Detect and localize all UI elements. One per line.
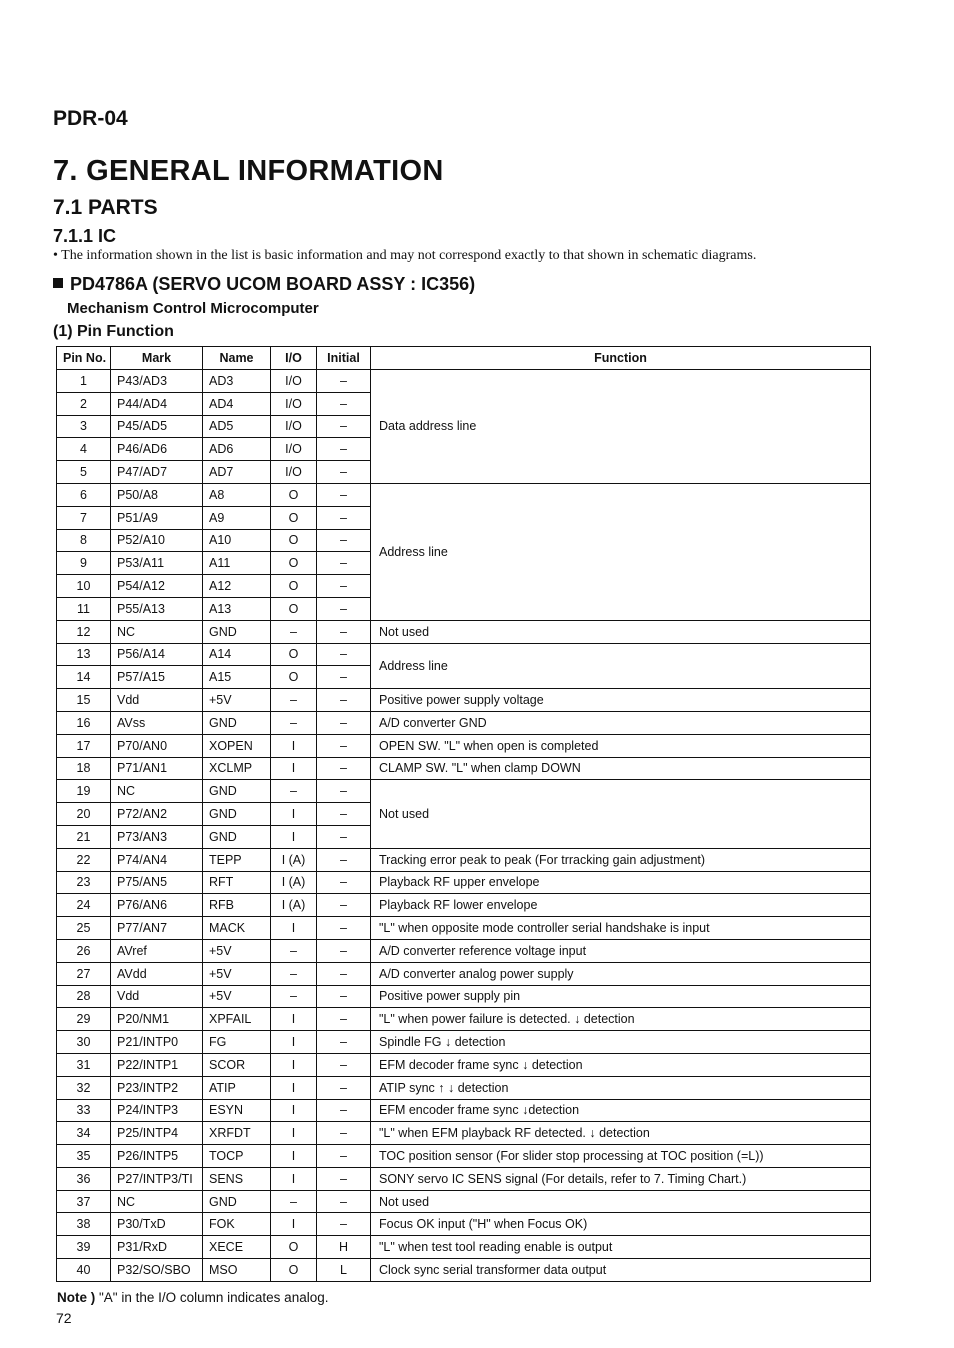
cell-pin-no: 31 [57,1053,111,1076]
cell-initial: – [317,803,371,826]
cell-mark: P74/AN4 [111,848,203,871]
header-name: Name [203,347,271,370]
cell-function: Not used [371,1190,871,1213]
cell-pin-no: 14 [57,666,111,689]
table-row [57,1190,871,1213]
cell-function: Focus OK input ("H" when Focus OK) [371,1213,871,1236]
cell-io: O [271,643,317,666]
cell-io: I [271,1167,317,1190]
cell-function: TOC position sensor (For slider stop processing at TOC position (=L)) [371,1145,871,1168]
cell-initial: – [317,1076,371,1099]
cell-pin-no: 29 [57,1008,111,1031]
header-io: I/O [271,347,317,370]
intro-note: • The information shown in the list is basic information and may not correspond exactly to that shown in schematic diagrams. [53,248,757,263]
cell-pin-no: 4 [57,438,111,461]
square-bullet-icon [53,278,63,288]
cell-mark: P45/AD5 [111,415,203,438]
cell-mark: P76/AN6 [111,894,203,917]
cell-function: CLAMP SW. "L" when clamp DOWN [371,757,871,780]
table-row [57,734,871,757]
cell-initial: – [317,415,371,438]
cell-name: TEPP [203,848,271,871]
cell-mark: P24/INTP3 [111,1099,203,1122]
cell-io: I/O [271,438,317,461]
cell-mark: AVss [111,711,203,734]
cell-pin-no: 12 [57,620,111,643]
table-header-row [57,347,871,370]
cell-pin-no: 8 [57,529,111,552]
cell-name: XRFDT [203,1122,271,1145]
cell-pin-no: 3 [57,415,111,438]
cell-function: Playback RF lower envelope [371,894,871,917]
cell-mark: Vdd [111,985,203,1008]
cell-function: Data address line [371,370,871,484]
cell-name: GND [203,711,271,734]
cell-initial: – [317,461,371,484]
cell-initial: – [317,1167,371,1190]
cell-pin-no: 17 [57,734,111,757]
cell-initial: – [317,1053,371,1076]
cell-name: A8 [203,483,271,506]
cell-function: A/D converter analog power supply [371,962,871,985]
table-row [57,780,871,803]
cell-name: SENS [203,1167,271,1190]
cell-name: RFT [203,871,271,894]
table-row [57,1122,871,1145]
table-row [57,711,871,734]
table-row [57,1076,871,1099]
cell-io: O [271,506,317,529]
cell-function: EFM encoder frame sync ↓detection [371,1099,871,1122]
table-body [57,370,871,1282]
table-row [57,1053,871,1076]
cell-io: I [271,1053,317,1076]
cell-mark: P73/AN3 [111,825,203,848]
cell-name: RFB [203,894,271,917]
table-row [57,1031,871,1054]
cell-initial: – [317,780,371,803]
cell-function: ATIP sync ↑ ↓ detection [371,1076,871,1099]
model-header: PDR-04 [53,107,128,130]
cell-initial: – [317,620,371,643]
cell-pin-no: 13 [57,643,111,666]
table-row [57,1099,871,1122]
cell-name: A9 [203,506,271,529]
cell-name: FOK [203,1213,271,1236]
table-row [57,985,871,1008]
footnote-text: "A" in the I/O column indicates analog. [99,1290,329,1305]
cell-mark: P47/AD7 [111,461,203,484]
section-title: 7. GENERAL INFORMATION [53,155,444,187]
cell-pin-no: 26 [57,939,111,962]
cell-initial: – [317,1122,371,1145]
cell-mark: P75/AN5 [111,871,203,894]
cell-mark: P72/AN2 [111,803,203,826]
table-row [57,1236,871,1259]
cell-function: Not used [371,780,871,848]
cell-mark: P25/INTP4 [111,1122,203,1145]
cell-function: "L" when power failure is detected. ↓ detection [371,1008,871,1031]
cell-io: I [271,1213,317,1236]
table-row [57,939,871,962]
cell-mark: NC [111,780,203,803]
cell-mark: P53/A11 [111,552,203,575]
cell-initial: – [317,689,371,712]
cell-initial: – [317,438,371,461]
cell-pin-no: 1 [57,370,111,393]
cell-name: A10 [203,529,271,552]
cell-pin-no: 11 [57,597,111,620]
cell-name: +5V [203,985,271,1008]
cell-mark: P70/AN0 [111,734,203,757]
cell-name: SCOR [203,1053,271,1076]
part-subtitle: Mechanism Control Microcomputer [67,300,319,317]
cell-function: SONY servo IC SENS signal (For details, refer to 7. Timing Chart.) [371,1167,871,1190]
cell-initial: – [317,825,371,848]
cell-pin-no: 40 [57,1259,111,1282]
header-initial: Initial [317,347,371,370]
cell-io: O [271,1259,317,1282]
cell-mark: P20/NM1 [111,1008,203,1031]
cell-initial: – [317,529,371,552]
table-row [57,689,871,712]
part-title [53,274,475,295]
cell-name: +5V [203,689,271,712]
header-pin-no: Pin No. [57,347,111,370]
table-row [57,871,871,894]
table-row [57,1213,871,1236]
cell-io: I/O [271,370,317,393]
cell-mark: Vdd [111,689,203,712]
table-row [57,894,871,917]
cell-function: "L" when opposite mode controller serial handshake is input [371,917,871,940]
cell-initial: – [317,1145,371,1168]
cell-io: I (A) [271,848,317,871]
cell-name: A11 [203,552,271,575]
cell-io: I [271,803,317,826]
cell-initial: – [317,1213,371,1236]
cell-mark: P32/SO/SBO [111,1259,203,1282]
cell-pin-no: 15 [57,689,111,712]
cell-io: – [271,939,317,962]
cell-function: OPEN SW. "L" when open is completed [371,734,871,757]
cell-name: FG [203,1031,271,1054]
cell-io: – [271,780,317,803]
page-number: 72 [56,1310,72,1326]
cell-pin-no: 18 [57,757,111,780]
cell-pin-no: 30 [57,1031,111,1054]
cell-initial: – [317,392,371,415]
cell-io: O [271,666,317,689]
cell-mark: NC [111,1190,203,1213]
cell-io: I/O [271,461,317,484]
cell-pin-no: 37 [57,1190,111,1213]
part-title-text: PD4786A (SERVO UCOM BOARD ASSY : IC356) [70,274,476,294]
cell-function: Spindle FG ↓ detection [371,1031,871,1054]
cell-initial: – [317,643,371,666]
cell-initial: – [317,1190,371,1213]
cell-function: A/D converter GND [371,711,871,734]
cell-io: – [271,689,317,712]
cell-pin-no: 22 [57,848,111,871]
cell-io: O [271,575,317,598]
cell-io: O [271,597,317,620]
subsubsection-title: 7.1.1 IC [53,226,117,246]
cell-pin-no: 35 [57,1145,111,1168]
cell-name: +5V [203,962,271,985]
cell-io: I [271,1122,317,1145]
cell-initial: – [317,917,371,940]
cell-io: I [271,1008,317,1031]
cell-io: – [271,711,317,734]
cell-initial: – [317,848,371,871]
cell-initial: – [317,985,371,1008]
cell-mark: P23/INTP2 [111,1076,203,1099]
cell-pin-no: 34 [57,1122,111,1145]
cell-pin-no: 36 [57,1167,111,1190]
cell-pin-no: 5 [57,461,111,484]
cell-mark: P57/A15 [111,666,203,689]
cell-function: Address line [371,483,871,620]
cell-name: GND [203,620,271,643]
cell-io: I [271,1099,317,1122]
cell-name: ESYN [203,1099,271,1122]
cell-function: EFM decoder frame sync ↓ detection [371,1053,871,1076]
table-row [57,370,871,393]
cell-pin-no: 24 [57,894,111,917]
cell-mark: P71/AN1 [111,757,203,780]
cell-initial: – [317,871,371,894]
subsection-title: 7.1 PARTS [53,196,158,219]
cell-mark: P46/AD6 [111,438,203,461]
cell-mark: AVdd [111,962,203,985]
table-row [57,1167,871,1190]
cell-function: "L" when test tool reading enable is output [371,1236,871,1259]
cell-initial: – [317,575,371,598]
cell-mark: P56/A14 [111,643,203,666]
cell-name: GND [203,825,271,848]
cell-name: XPFAIL [203,1008,271,1031]
footnote [57,1290,328,1305]
cell-mark: P27/INTP3/TI [111,1167,203,1190]
table-row [57,1145,871,1168]
cell-initial: H [317,1236,371,1259]
table-row [57,483,871,506]
cell-name: ATIP [203,1076,271,1099]
cell-pin-no: 27 [57,962,111,985]
cell-function: "L" when EFM playback RF detected. ↓ detection [371,1122,871,1145]
cell-initial: – [317,1031,371,1054]
cell-name: A13 [203,597,271,620]
cell-name: +5V [203,939,271,962]
cell-initial: – [317,552,371,575]
cell-function: A/D converter reference voltage input [371,939,871,962]
cell-function: Clock sync serial transformer data output [371,1259,871,1282]
cell-io: I [271,734,317,757]
cell-mark: P54/A12 [111,575,203,598]
cell-io: – [271,985,317,1008]
cell-mark: NC [111,620,203,643]
pin-function-table [56,346,871,1282]
cell-pin-no: 20 [57,803,111,826]
cell-name: A12 [203,575,271,598]
table-row [57,620,871,643]
cell-pin-no: 25 [57,917,111,940]
cell-initial: – [317,757,371,780]
table-row [57,917,871,940]
cell-function: Address line [371,643,871,689]
cell-initial: – [317,734,371,757]
cell-pin-no: 9 [57,552,111,575]
cell-initial: – [317,939,371,962]
cell-initial: – [317,483,371,506]
cell-name: GND [203,780,271,803]
table-row [57,1259,871,1282]
cell-pin-no: 16 [57,711,111,734]
cell-name: AD3 [203,370,271,393]
cell-io: I [271,825,317,848]
cell-initial: – [317,370,371,393]
cell-mark: P55/A13 [111,597,203,620]
cell-name: XCLMP [203,757,271,780]
cell-function: Positive power supply pin [371,985,871,1008]
cell-pin-no: 10 [57,575,111,598]
cell-name: MACK [203,917,271,940]
header-function: Function [371,347,871,370]
cell-initial: – [317,962,371,985]
cell-mark: P26/INTP5 [111,1145,203,1168]
cell-name: TOCP [203,1145,271,1168]
cell-name: AD5 [203,415,271,438]
cell-initial: – [317,506,371,529]
table-row [57,962,871,985]
cell-pin-no: 32 [57,1076,111,1099]
cell-initial: – [317,666,371,689]
cell-io: O [271,483,317,506]
cell-mark: P43/AD3 [111,370,203,393]
cell-mark: P31/RxD [111,1236,203,1259]
cell-name: A14 [203,643,271,666]
cell-io: I (A) [271,871,317,894]
cell-io: I [271,917,317,940]
cell-io: I [271,757,317,780]
cell-function: Positive power supply voltage [371,689,871,712]
cell-initial: L [317,1259,371,1282]
table-title: (1) Pin Function [53,323,174,340]
cell-mark: P30/TxD [111,1213,203,1236]
cell-function: Tracking error peak to peak (For trracking gain adjustment) [371,848,871,871]
cell-name: GND [203,1190,271,1213]
cell-io: O [271,529,317,552]
header-mark: Mark [111,347,203,370]
cell-name: XECE [203,1236,271,1259]
cell-initial: – [317,1008,371,1031]
cell-function: Not used [371,620,871,643]
cell-pin-no: 21 [57,825,111,848]
cell-initial: – [317,1099,371,1122]
cell-io: O [271,552,317,575]
cell-mark: P22/INTP1 [111,1053,203,1076]
cell-mark: P21/INTP0 [111,1031,203,1054]
cell-mark: AVref [111,939,203,962]
cell-pin-no: 7 [57,506,111,529]
cell-initial: – [317,711,371,734]
cell-mark: P52/A10 [111,529,203,552]
cell-name: MSO [203,1259,271,1282]
cell-io: – [271,1190,317,1213]
cell-pin-no: 33 [57,1099,111,1122]
footnote-label: Note ) [57,1290,96,1305]
cell-pin-no: 19 [57,780,111,803]
cell-mark: P51/A9 [111,506,203,529]
cell-name: A15 [203,666,271,689]
cell-name: AD6 [203,438,271,461]
cell-io: I/O [271,415,317,438]
cell-name: AD7 [203,461,271,484]
cell-name: XOPEN [203,734,271,757]
cell-pin-no: 2 [57,392,111,415]
table-row [57,1008,871,1031]
table-row [57,757,871,780]
cell-function: Playback RF upper envelope [371,871,871,894]
cell-io: O [271,1236,317,1259]
cell-pin-no: 38 [57,1213,111,1236]
cell-io: – [271,620,317,643]
cell-mark: P44/AD4 [111,392,203,415]
table-row [57,848,871,871]
cell-pin-no: 23 [57,871,111,894]
cell-initial: – [317,597,371,620]
cell-io: I [271,1145,317,1168]
cell-pin-no: 6 [57,483,111,506]
cell-io: I [271,1031,317,1054]
cell-io: I/O [271,392,317,415]
cell-io: I [271,1076,317,1099]
cell-pin-no: 39 [57,1236,111,1259]
cell-mark: P50/A8 [111,483,203,506]
table-row [57,643,871,666]
cell-mark: P77/AN7 [111,917,203,940]
cell-pin-no: 28 [57,985,111,1008]
cell-name: AD4 [203,392,271,415]
cell-io: I (A) [271,894,317,917]
cell-name: GND [203,803,271,826]
cell-io: – [271,962,317,985]
cell-initial: – [317,894,371,917]
